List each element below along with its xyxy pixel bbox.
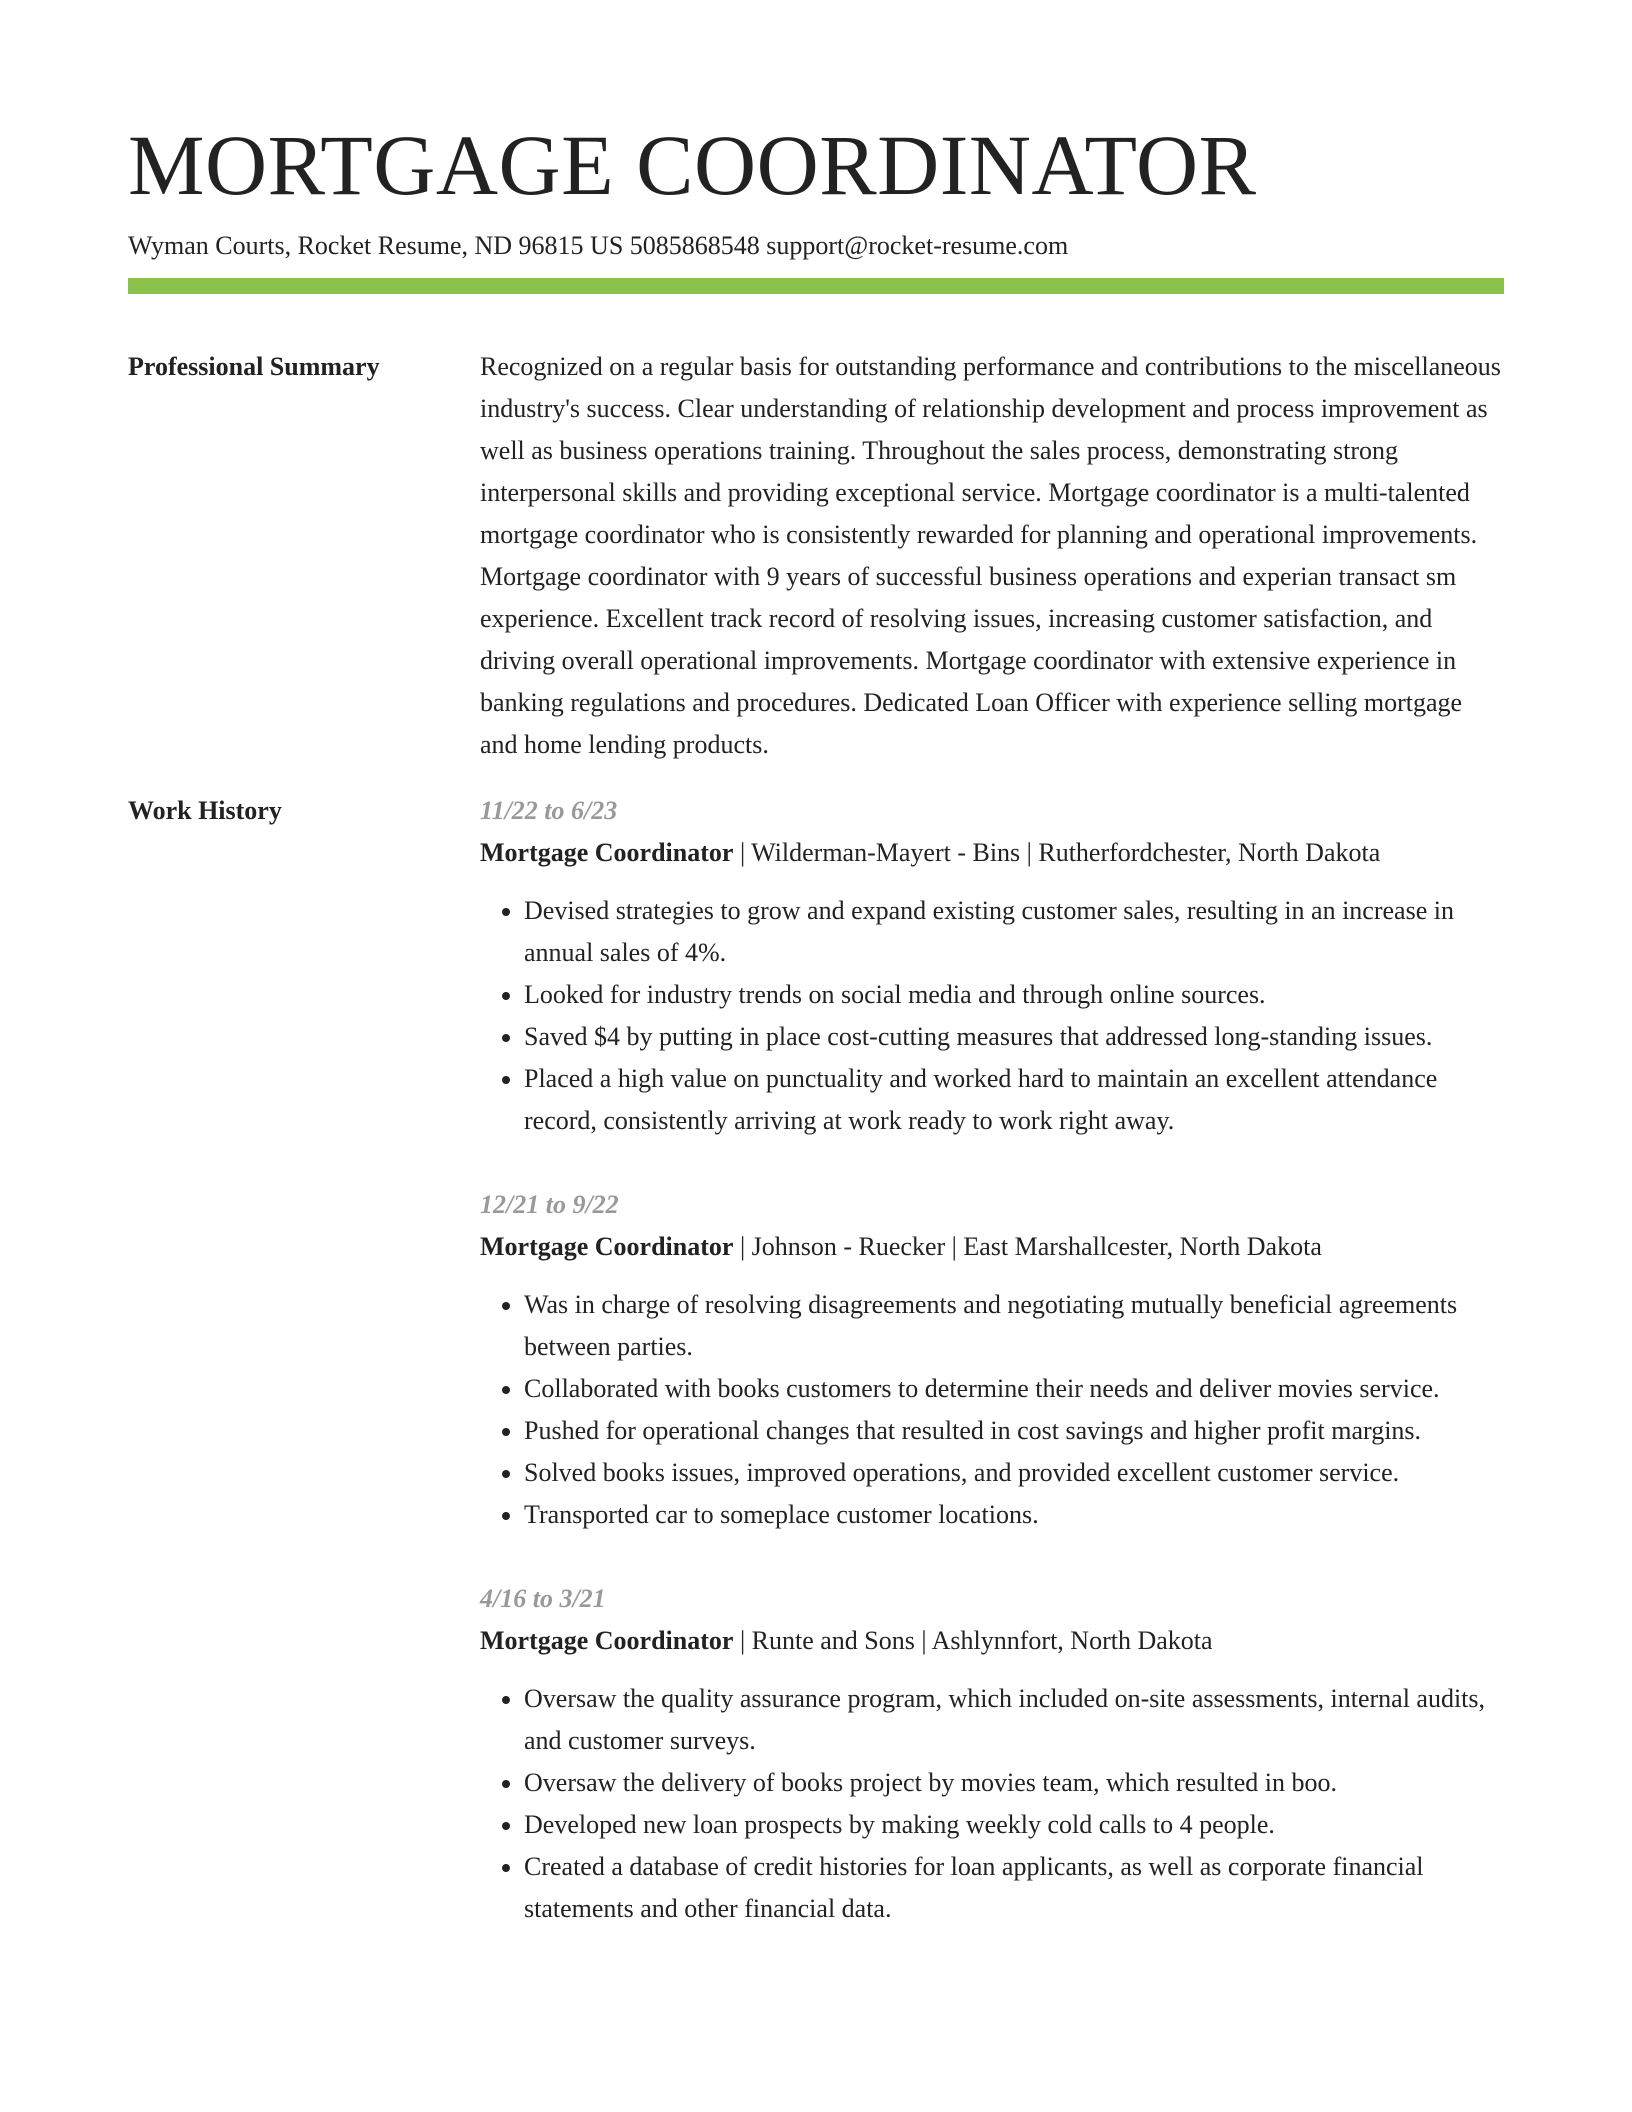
resume-page [128, 118, 1504, 1930]
job-dates: 12/21 to 9/22 [480, 1190, 619, 1220]
job-bullets [480, 1284, 1504, 1536]
list-item: • Collaborated with books customers to determine their needs and deliver movies service. [524, 1368, 1504, 1410]
job-details: | Johnson - Ruecker | East Marshallcester, North Dakota [733, 1232, 1322, 1262]
list-item: • Solved books issues, improved operations, and provided excellent customer service. [524, 1452, 1504, 1494]
list-item: • Developed new loan prospects by making weekly cold calls to 4 people. [524, 1804, 1504, 1846]
list-item: • Oversaw the delivery of books project by movies team, which resulted in boo. [524, 1762, 1504, 1804]
summary-section [128, 346, 1504, 766]
list-item: • Oversaw the quality assurance program, which included on-site assessments, internal audits, and customer surveys. [524, 1678, 1504, 1762]
job-title: Mortgage Coordinator [480, 1626, 734, 1656]
list-item: • Was in charge of resolving disagreements and negotiating mutually beneficial agreements between parties. [524, 1284, 1504, 1368]
job-entry [480, 790, 1504, 1142]
job-details: | Runte and Sons | Ashlynnfort, North Dakota [733, 1626, 1213, 1656]
job-heading [480, 1226, 1504, 1268]
contact-line: Wyman Courts, Rocket Resume, ND 96815 US 5085868548 support@rocket-resume.com [128, 230, 1069, 260]
list-item: • Saved $4 by putting in place cost-cutting measures that addressed long-standing issues. [524, 1016, 1504, 1058]
list-item: • Placed a high value on punctuality and worked hard to maintain an excellent attendance record, consistently arriving at work ready to work right away. [524, 1058, 1504, 1142]
job-entry [480, 1184, 1504, 1536]
job-dates: 4/16 to 3/21 [480, 1584, 606, 1614]
accent-divider [128, 278, 1504, 294]
job-heading [480, 1620, 1504, 1662]
list-item: • Devised strategies to grow and expand existing customer sales, resulting in an increase in annual sales of 4%. [524, 890, 1504, 974]
job-bullets [480, 890, 1504, 1142]
section-label: Professional Summary [128, 352, 380, 382]
job-details: | Wilderman-Mayert - Bins | Rutherfordchester, North Dakota [733, 838, 1381, 868]
section-label: Work History [128, 796, 282, 826]
list-item: • Created a database of credit histories for loan applicants, as well as corporate financial statements and other financial data. [524, 1846, 1504, 1930]
list-item: • Transported car to someplace customer locations. [524, 1494, 1504, 1536]
job-heading [480, 832, 1504, 874]
list-item: • Looked for industry trends on social media and through online sources. [524, 974, 1504, 1016]
list-item: • Pushed for operational changes that resulted in cost savings and higher profit margins. [524, 1410, 1504, 1452]
job-bullets [480, 1678, 1504, 1930]
job-title: Mortgage Coordinator [480, 838, 734, 868]
summary-text: Recognized on a regular basis for outstanding performance and contributions to the miscellaneous industry's success. Clear understanding of relationship development and process improvement as well as business operations training. Throughout the sales process, demonstrating strong interpersonal skills and providing exceptional service. Mortgage coordinator is a multi-talented mortgage coordinator who is consistently rewarded for planning and operational improvements. Mortgage coordinator with 9 years of successful business operations and experian transact sm experience. Excellent track record of resolving issues, increasing customer satisfaction, and driving overall operational improvements. Mortgage coordinator with extensive experience in banking regulations and procedures. Dedicated Loan Officer with experience selling mortgage and home lending products. [480, 352, 1501, 760]
job-list [480, 790, 1504, 1930]
work-history-section [128, 790, 1504, 1930]
job-dates: 11/22 to 6/23 [480, 796, 618, 826]
page-title: MORTGAGE COORDINATOR [128, 117, 1257, 213]
job-title: Mortgage Coordinator [480, 1232, 734, 1262]
job-entry [480, 1578, 1504, 1930]
